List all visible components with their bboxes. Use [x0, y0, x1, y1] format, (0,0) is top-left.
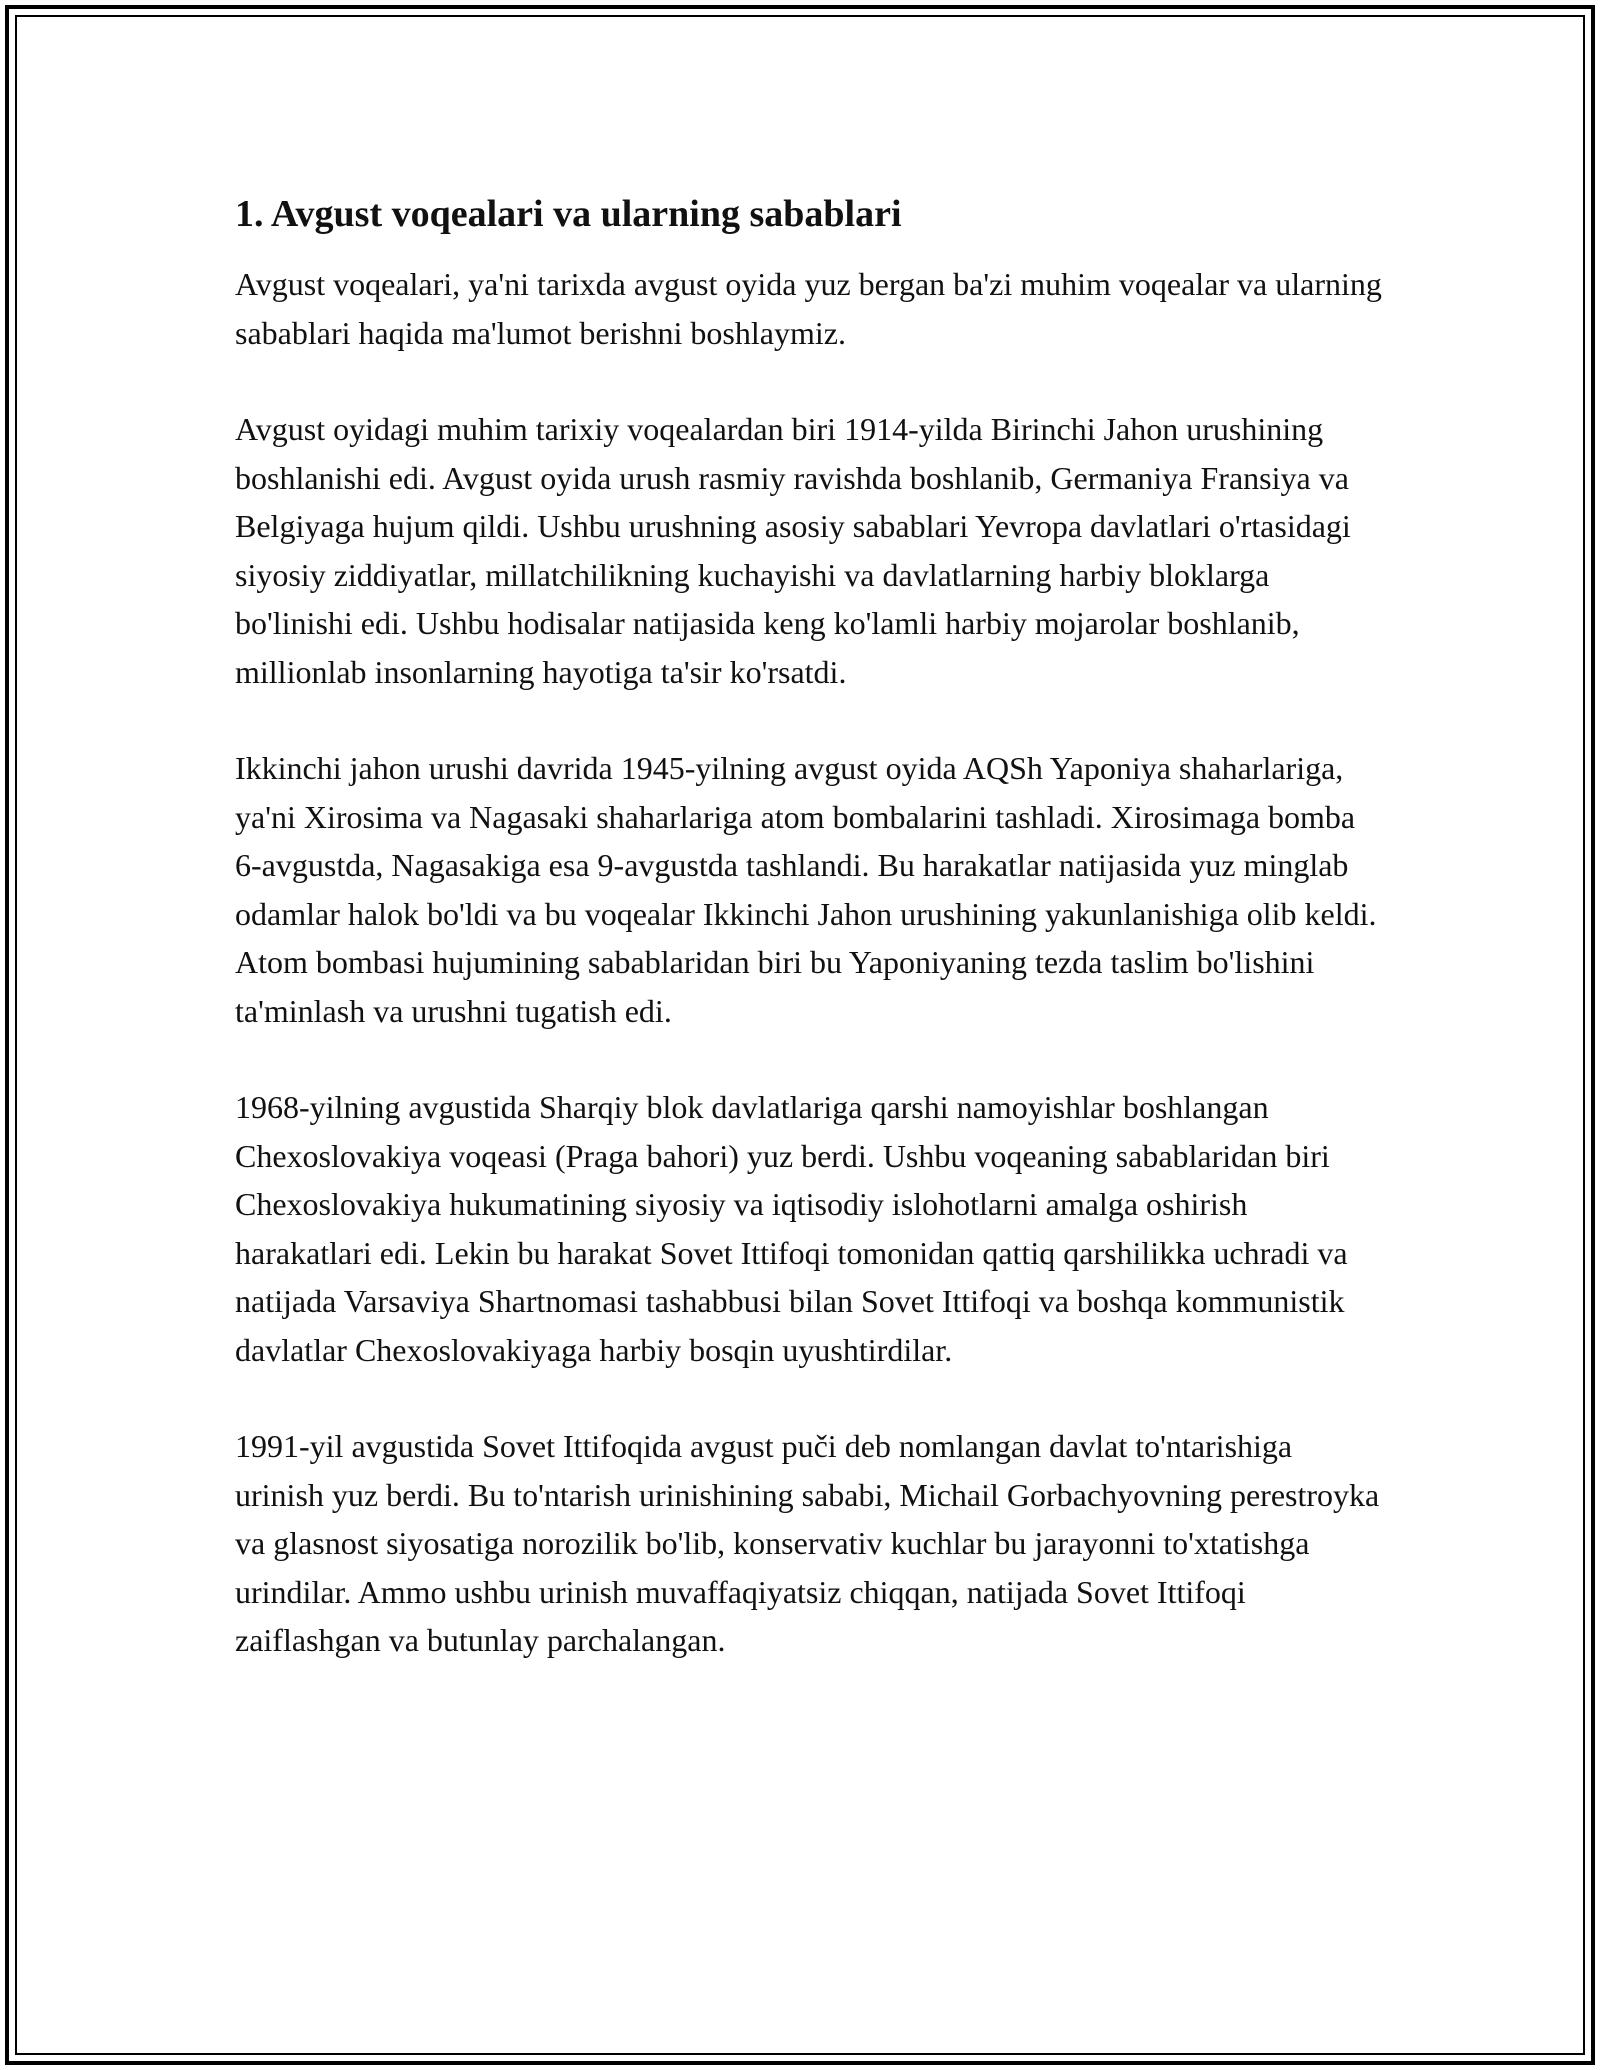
paragraph-1968: 1968-yilning avgustida Sharqiy blok davlatlariga qarshi namoyishlar boshlangan Chexoslovakiya voqeasi (Praga bahori) yuz berdi. Ushbu voqeaning sabablaridan biri Chexoslovakiya hukumatining siyosiy va iqtisodiy islohotlarni amalga oshirish harakatlari edi. Lekin bu harakat Sovet Ittifoqi tomonidan qattiq qarshilikka uchradi va natijada Varsaviya Shartnomasi tashabbusi bilan Sovet Ittifoqi va boshqa kommunistik davlatlar Chexoslovakiyaga harbiy bosqin uyushtirdilar.	[235, 1089, 1348, 1368]
paragraph-intro: Avgust voqealari, ya'ni tarixda avgust oyida yuz bergan ba'zi muhim voqealar va ularning sabablari haqida ma'lumot berishni boshlaymiz.	[235, 266, 1382, 351]
section-heading: 1. Avgust voqealari va ularning sabablari	[235, 193, 902, 235]
paragraph-1914: Avgust oyidagi muhim tarixiy voqealardan biri 1914-yilda Birinchi Jahon urushining boshlanishi edi. Avgust oyida urush rasmiy ravishda boshlanib, Germaniya Fransiya va Belgiyaga hujum qildi. Ushbu urushning asosiy sabablari Yevropa davlatlari o'rtasidagi siyosiy ziddiyatlar, millatchilikning kuchayishi va davlatlarning harbiy bloklarga bo'linishi edi. Ushbu hodisalar natijasida keng ko'lamli harbiy mojarolar boshlanib, millionlab insonlarning hayotiga ta'sir ko'rsatdi.	[235, 411, 1351, 690]
paragraph-1991: 1991-yil avgustida Sovet Ittifoqida avgust puči deb nomlangan davlat to'ntarishiga urinish yuz berdi. Bu to'ntarish urinishining sababi, Michail Gorbachyovning perestroyka va glasnost siyosatiga norozilik bo'lib, konservativ kuchlar bu jarayonni to'xtatishga urindilar. Ammo ushbu urinish muvaffaqiyatsiz chiqqan, natijada Sovet Ittifoqi zaiflashgan va butunlay parchalangan.	[235, 1428, 1380, 1658]
paragraph-1945: Ikkinchi jahon urushi davrida 1945-yilning avgust oyida AQSh Yaponiya shaharlariga, ya'ni Xirosima va Nagasaki shaharlariga atom bombalarini tashladi. Xirosimaga bomba 6-avgustda, Nagasakiga esa 9-avgustda tashlandi. Bu harakatlar natijasida yuz minglab odamlar halok bo'ldi va bu voqealar Ikkinchi Jahon urushining yakunlanishiga olib keldi. Atom bombasi hujumining sabablaridan biri bu Yaponiyaning tezda taslim bo'lishini ta'minlash va urushni tugatish edi.	[235, 750, 1377, 1029]
document-body	[235, 188, 1385, 1713]
